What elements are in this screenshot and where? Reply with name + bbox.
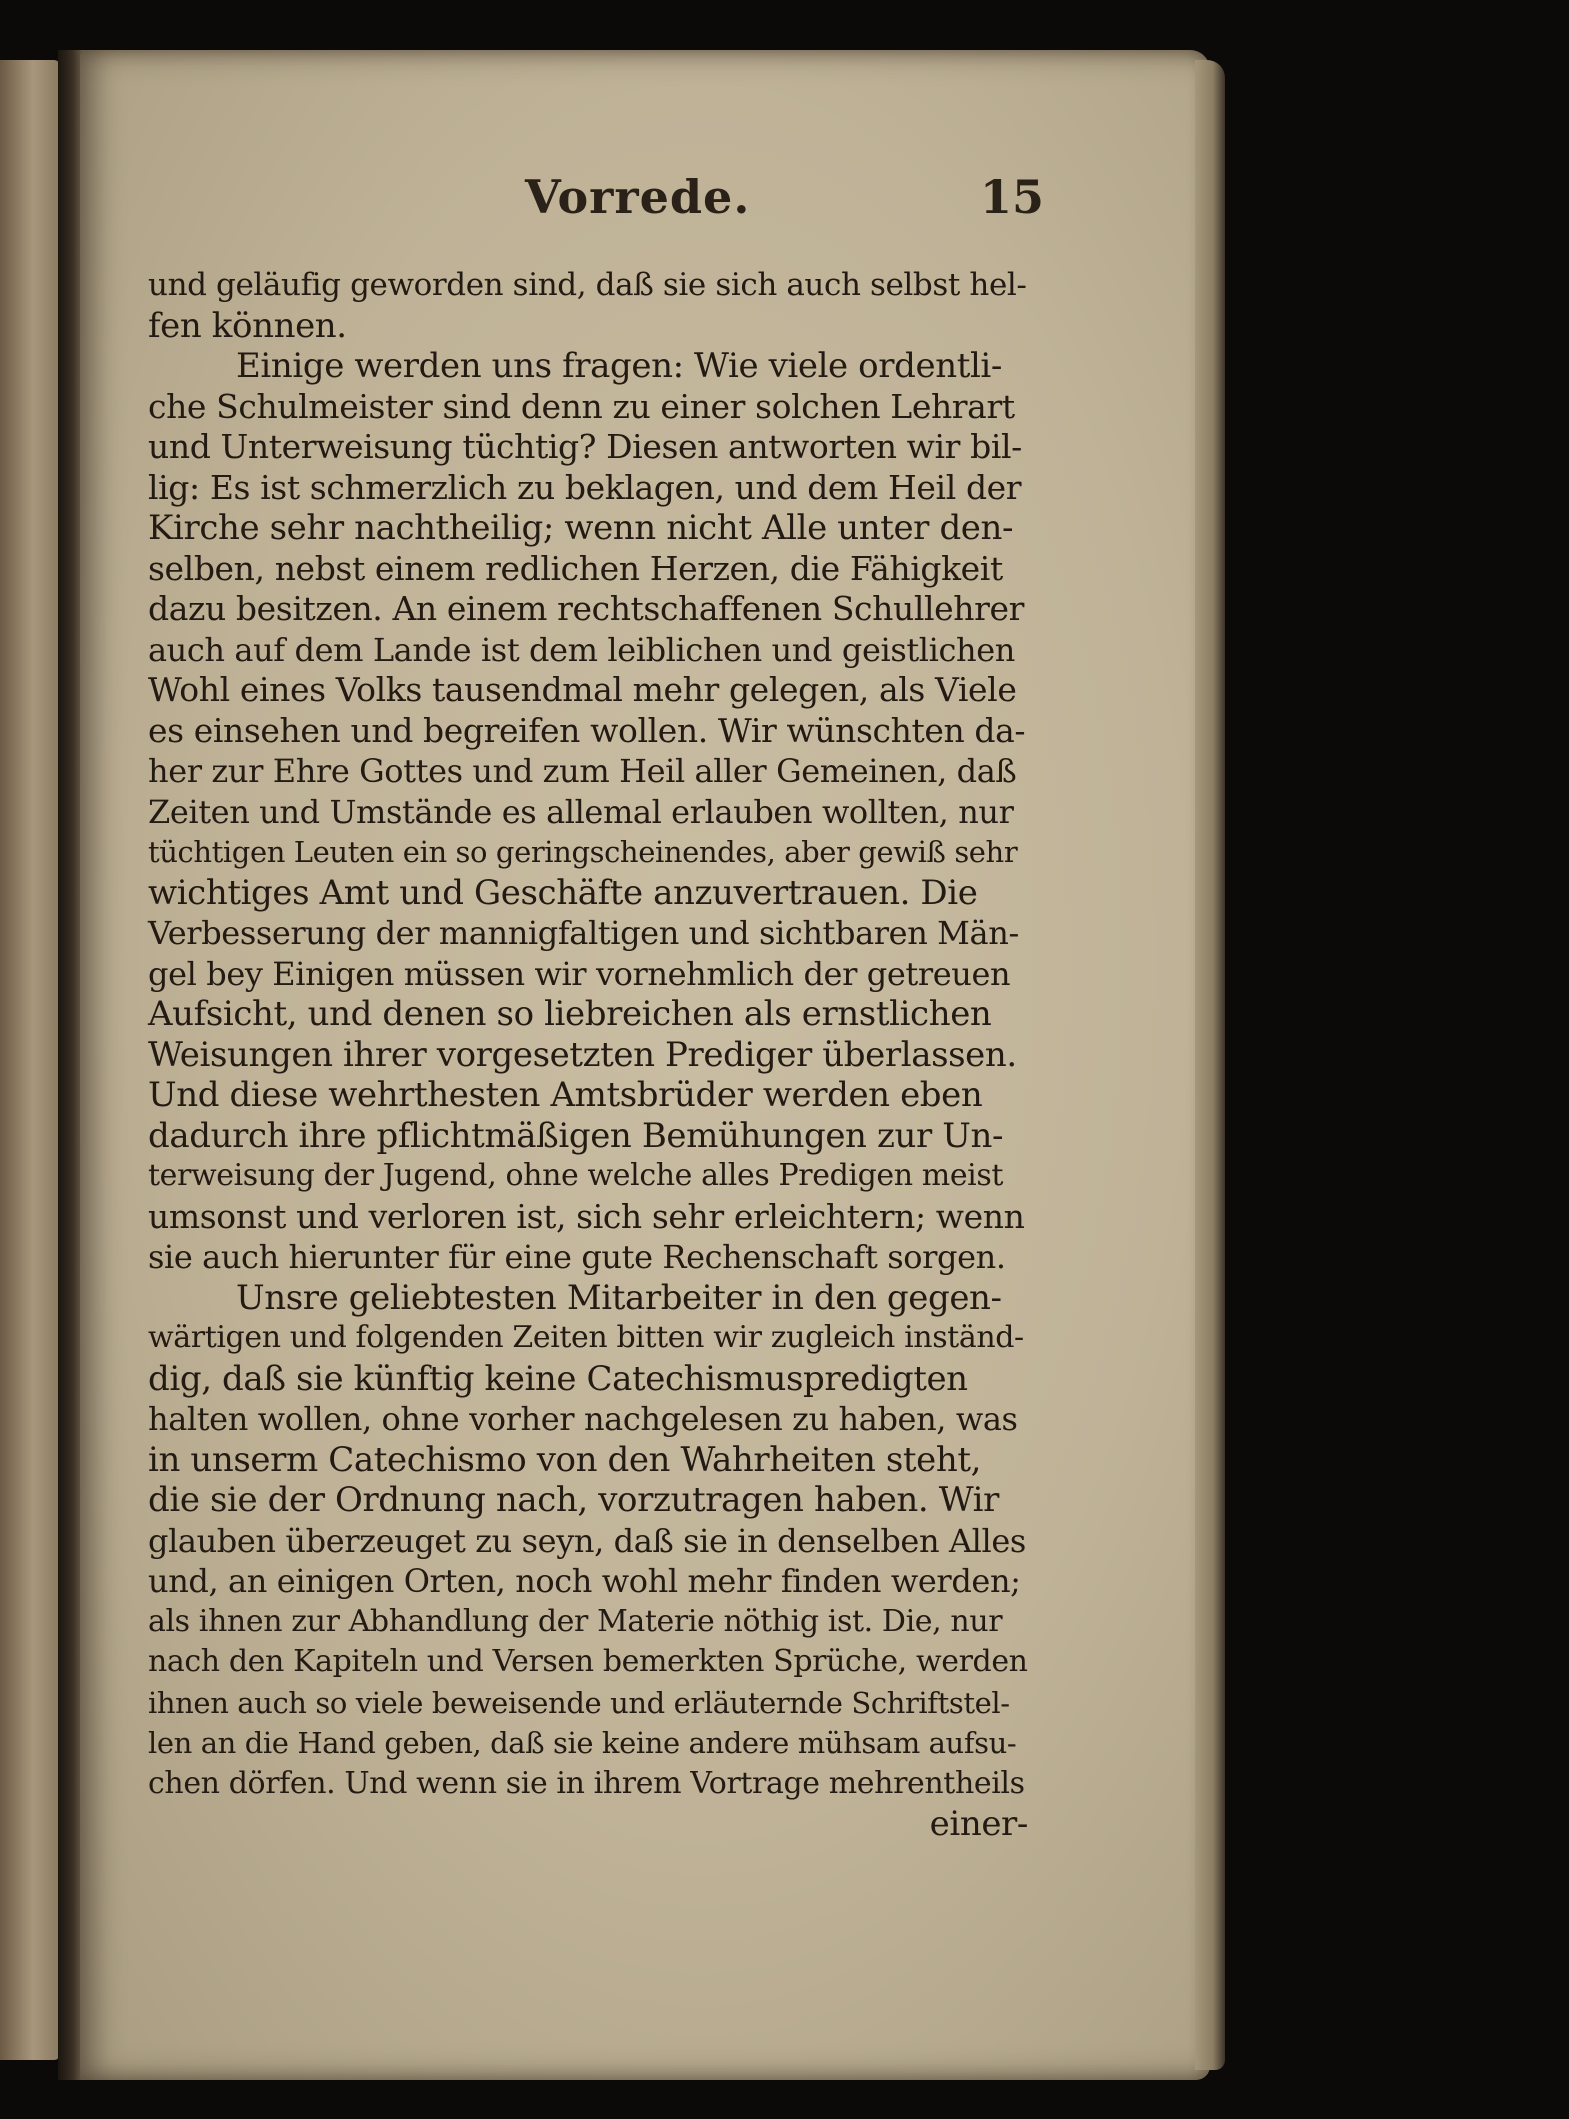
- text-line: als ihnen zur Abhandlung der Materie nöthig ist. Die, nur: [148, 1603, 1003, 1639]
- page-header: [140, 170, 1045, 240]
- text-line: Weisungen ihrer vorgesetzten Prediger überlassen.: [148, 1034, 1017, 1075]
- text-line: wärtigen und folgenden Zeiten bitten wir zugleich inständ-: [148, 1320, 1024, 1355]
- text-line: Wohl eines Volks tausendmal mehr gelegen, als Viele: [148, 670, 1017, 709]
- text-line: terweisung der Jugend, ohne welche alles Predigen meist: [148, 1158, 1004, 1193]
- text-line: umsonst und verloren ist, sich sehr erleichtern; wenn: [148, 1196, 1025, 1236]
- text-line: tüchtigen Leuten ein so geringscheinendes, aber gewiß sehr: [148, 835, 1018, 869]
- text-line: und Unterweisung tüchtig? Diesen antworten wir bil-: [148, 427, 1022, 466]
- page-number: 15: [980, 170, 1045, 224]
- text-line: in unserm Catechismo von den Wahrheiten steht,: [148, 1439, 982, 1480]
- text-line: Kirche sehr nachtheilig; wenn nicht Alle unter den-: [148, 508, 1014, 548]
- text-line: glauben überzeuget zu seyn, daß sie in denselben Alles: [148, 1521, 1026, 1560]
- page-fore-edge: [1195, 60, 1225, 2070]
- text-line: her zur Ehre Gottes und zum Heil aller Gemeinen, daß: [148, 752, 1017, 790]
- text-line: fen können.: [148, 305, 347, 346]
- text-line: ihnen auch so viele beweisende und erläuternde Schriftstel-: [148, 1685, 1010, 1720]
- text-line: dadurch ihre pflichtmäßigen Bemühungen zur Un-: [148, 1115, 1004, 1156]
- text-line: und, an einigen Orten, noch wohl mehr finden werden;: [148, 1562, 1021, 1600]
- text-line: sie auch hierunter für eine gute Rechenschaft sorgen.: [148, 1238, 1006, 1276]
- text-line: lig: Es ist schmerzlich zu beklagen, und dem Heil der: [148, 467, 1022, 507]
- text-line: Zeiten und Umstände es allemal erlauben wollten, nur: [148, 792, 1014, 831]
- text-line: und geläufig geworden sind, daß sie sich auch selbst hel-: [148, 267, 1027, 303]
- text-line: nach den Kapiteln und Versen bemerkten Sprüche, werden: [148, 1644, 1028, 1679]
- facing-page-edge: [0, 60, 60, 2060]
- text-line: halten wollen, ohne vorher nachgelesen zu haben, was: [148, 1400, 1018, 1438]
- text-line: chen dörfen. Und wenn sie in ihrem Vortrage mehrentheils: [148, 1765, 1025, 1801]
- text-line: gel bey Einigen müssen wir vornehmlich der getreuen: [148, 954, 1011, 993]
- text-line: che Schulmeister sind denn zu einer solchen Lehrart: [148, 386, 1015, 426]
- text-line: die sie der Ordnung nach, vorzutragen haben. Wir: [148, 1480, 1000, 1520]
- text-line: Und diese wehrthesten Amtsbrüder werden eben: [148, 1075, 983, 1115]
- text-line: len an die Hand geben, daß sie keine andere mühsam aufsu-: [148, 1726, 1017, 1760]
- text-line: Aufsicht, und denen so liebreichen als ernstlichen: [148, 994, 992, 1034]
- text-line: es einsehen und begreifen wollen. Wir wünschten da-: [148, 710, 1026, 750]
- text-line: selben, nebst einem redlichen Herzen, die Fähigkeit: [148, 548, 1003, 588]
- text-line: Unsre geliebtesten Mitarbeiter in den gegen-: [236, 1277, 1002, 1318]
- running-title: Vorrede.: [525, 170, 751, 224]
- body-text: [148, 265, 1028, 1845]
- text-line: wichtiges Amt und Geschäfte anzuvertrauen. Die: [148, 872, 978, 913]
- text-line: dig, daß sie künftig keine Catechismuspredigten: [148, 1358, 968, 1399]
- text-line: Verbesserung der mannigfaltigen und sichtbaren Män-: [148, 914, 1019, 952]
- text-line: Einige werden uns fragen: Wie viele ordentli-: [236, 346, 1002, 386]
- text-line: dazu besitzen. An einem rechtschaffenen Schullehrer: [148, 589, 1024, 628]
- catchword: einer-: [929, 1804, 1028, 1844]
- text-line: auch auf dem Lande ist dem leiblichen und geistlichen: [148, 630, 1015, 669]
